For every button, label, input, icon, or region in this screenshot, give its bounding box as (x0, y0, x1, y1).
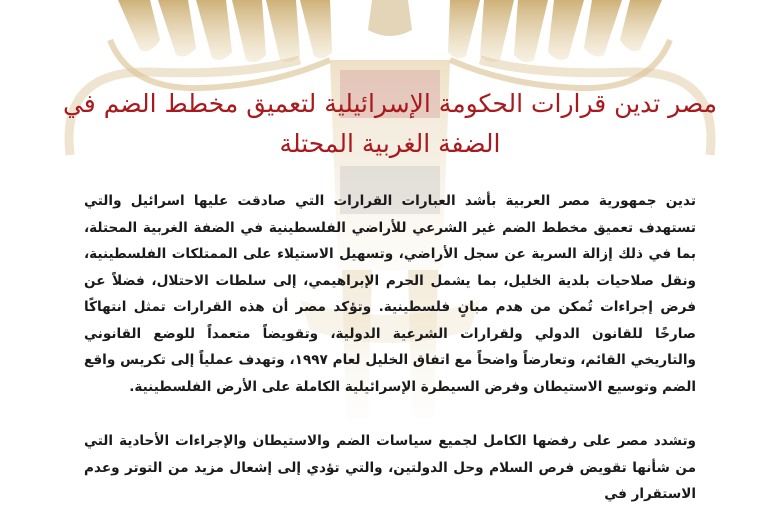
right-wing (448, 0, 662, 62)
article-paragraph-1: تدين جمهورية مصر العربية بأشد العبارات القرارات التي صادقت عليها اسرائيل والتي تستهدف تعميق مخطط الضم غير الشرعي للأراضي الفلسطينية في الضفة الغربية المحتلة، بما في ذلك إزالة السرية عن سجل الأراضي، وتسهيل الاستيلاء على الممتلكات الفلسطينية، ونقل صلاحيات بلدية الخليل، بما يشمل الحرم الإبراهيمي، إلى سلطات الاحتلال، فضلاً عن فرض إجراءات تُمكن من هدم مبانٍ فلسطينية. وتؤكد مصر أن هذه القرارات تمثل انتهاكًا صارخًا للقانون الدولي ولقرارات الشرعية الدولية، وتقويضاً متعمداً للوضع القانوني والتاريخي القائم، وتعارضاً واضحاً مع اتفاق الخليل لعام ١٩٩٧، وتهدف عملياً إلى تكريس واقع الضم وتوسيع الاستيطان وفرض السيطرة الإسرائيلية الكاملة على الأرض الفلسطينية. (84, 193, 697, 395)
article-paragraph-2: وتشدد مصر على رفضها الكامل لجميع سياسات الضم والاستيطان والإجراءات الأحادية التي من شأنها تقويض فرص السلام وحل الدولتين، والتي تؤدي إلى إشعال مزيد من التوتر وعدم الاستقرار في (84, 433, 696, 502)
left-wing (118, 0, 332, 62)
article-title: مصر تدين قرارات الحكومة الإسرائيلية لتعميق مخطط الضم في الضفة الغربية المحتلة (62, 89, 718, 158)
